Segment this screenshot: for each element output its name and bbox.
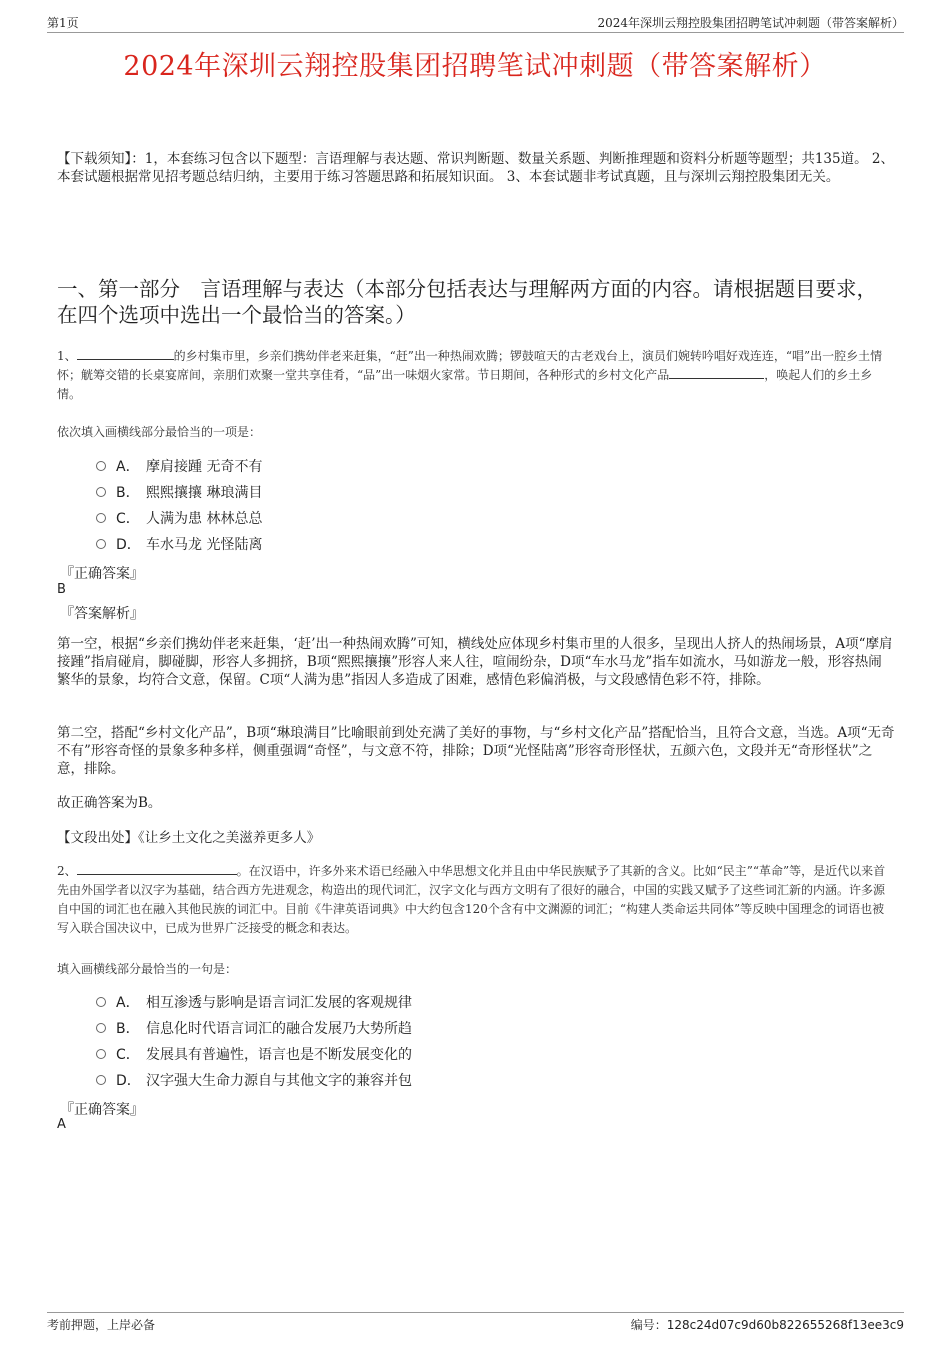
option-c[interactable]: C． 人满为患 林林总总 [96, 505, 262, 531]
correct-answer: B [57, 582, 66, 597]
radio-icon[interactable] [96, 461, 106, 471]
question-number: 2、 [57, 864, 77, 878]
page-footer [47, 1312, 904, 1333]
question-2-stem [57, 862, 895, 938]
option-b[interactable]: B． 熙熙攘攘 琳琅满目 [96, 479, 262, 505]
fill-blank [669, 366, 764, 379]
question-prompt: 填入画横线部分最恰当的一句是： [57, 962, 238, 976]
radio-icon[interactable] [96, 997, 106, 1007]
option-d[interactable]: D． 汉字强大生命力源自与其他文字的兼容并包 [96, 1067, 412, 1093]
radio-icon[interactable] [96, 487, 106, 497]
radio-icon[interactable] [96, 513, 106, 523]
correct-answer: A [57, 1117, 66, 1132]
analysis-paragraph: 第一空，根据“乡亲们携幼伴老来赶集，‘赶’出一种热闹欢腾”可知，横线处应体现乡村集市里的人很多，呈现出人挤人的热闹场景，A项“摩肩接踵”指肩碰肩，脚碰脚，形容人多拥挤，B项“熙熙攘攘”形容人来人往，喧闹纷杂，D项“车水马龙”指车如流水，马如游龙一般，形容热闹繁华的景象，均符合文意，保留。C项“人满为患”指因人多造成了困难，感情色彩偏消极，与文段感情色彩不符，排除。 [57, 636, 893, 688]
analysis-paragraph: 第二空，搭配“乡村文化产品”，B项“琳琅满目”比喻眼前到处充满了美好的事物，与“乡村文化产品”搭配恰当，且符合文意，当选。A项“无奇不有”形容奇怪的景象多种多样，侧重强调“奇怪”，与文意不符，排除；D项“光怪陆离”形容奇形怪状，五颜六色，文段并无“奇形怪状”之意，排除。 [57, 725, 895, 777]
radio-icon[interactable] [96, 1049, 106, 1059]
question-prompt: 依次填入画横线部分最恰当的一项是： [57, 425, 262, 439]
fill-blank [77, 862, 237, 875]
page-title: 2024年深圳云翔控股集团招聘笔试冲刺题（带答案解析） [123, 51, 827, 82]
question-1-options [96, 453, 262, 557]
radio-icon[interactable] [96, 539, 106, 549]
option-c[interactable]: C． 发展具有普遍性，语言也是不断发展变化的 [96, 1041, 412, 1067]
option-a[interactable]: A． 相互渗透与影响是语言词汇发展的客观规律 [96, 989, 412, 1015]
radio-icon[interactable] [96, 1075, 106, 1085]
option-a[interactable]: A． 摩肩接踵 无奇不有 [96, 453, 262, 479]
option-b[interactable]: B． 信息化时代语言词汇的融合发展乃大势所趋 [96, 1015, 412, 1041]
stem-text: 的乡村集市里，乡亲们携幼伴老来赶集，“赶”出一种热闹欢腾；锣鼓喧天的古老戏台上，演员们婉转吟唱好戏连连，“唱”出一腔乡土情怀；觥筹交错的长桌宴席间，亲朋们欢聚一堂共享佳肴，“品”出一味烟火家常。节日期间，各种形式的乡村文化产品 [57, 349, 883, 382]
footer-code: 编号：128c24d07c9d60b822655268f13ee3c9 [630, 1318, 904, 1332]
page-number: 第1页 [47, 16, 79, 30]
answer-label: 『正确答案』 [60, 566, 144, 582]
answer-label: 『正确答案』 [60, 1102, 144, 1118]
option-d[interactable]: D． 车水马龙 光怪陆离 [96, 531, 262, 557]
stem-text: ，唤起人们的乡土乡情。 [57, 368, 873, 401]
fill-blank [77, 347, 174, 360]
question-1-stem [57, 347, 895, 404]
analysis-conclusion: 故正确答案为B。 [57, 795, 162, 811]
stem-text: 。在汉语中，许多外来术语已经融入中华思想文化并且由中华民族赋予了其新的含义。比如“民主”“革命”等，是近代以来首先由外国学者以汉字为基础，结合西方先进观念，构造出的现代词汇，汉字文化与西方文明有了很好的融合，中国的实践又赋予了这些词汇新的内涵。许多源自中国的词汇也在融入其他民族的词汇中。目前《牛津英语词典》中大约包含120个含有中文渊源的词汇；“构建人类命运共同体”等反映中国理念的词语也被写入联合国决议中，已成为世界广泛接受的概念和表达。 [57, 864, 886, 935]
analysis-label: 『答案解析』 [60, 606, 144, 622]
question-2-options [96, 989, 412, 1093]
footer-slogan: 考前押题，上岸必备 [47, 1318, 156, 1332]
page-header [47, 12, 904, 33]
section-heading: 一、第一部分 言语理解与表达（本部分包括表达与理解两方面的内容。请根据题目要求，在四个选项中选出一个最恰当的答案。） [57, 277, 877, 327]
text-source: 【文段出处】《让乡土文化之美滋养更多人》 [57, 830, 321, 846]
question-number: 1、 [57, 349, 77, 363]
radio-icon[interactable] [96, 1023, 106, 1033]
download-notice: 【下载须知】：1，本套练习包含以下题型：言语理解与表达题、常识判断题、数量关系题、判断推理题和资料分析题等题型；共135道。 2、本套试题根据常见招考题总结归纳，主要用于练习答题思路和拓展知识面。 3、本套试题非考试真题，且与深圳云翔控股集团无关。 [57, 151, 894, 185]
header-doc-title: 2024年深圳云翔控股集团招聘笔试冲刺题（带答案解析） [597, 16, 904, 30]
